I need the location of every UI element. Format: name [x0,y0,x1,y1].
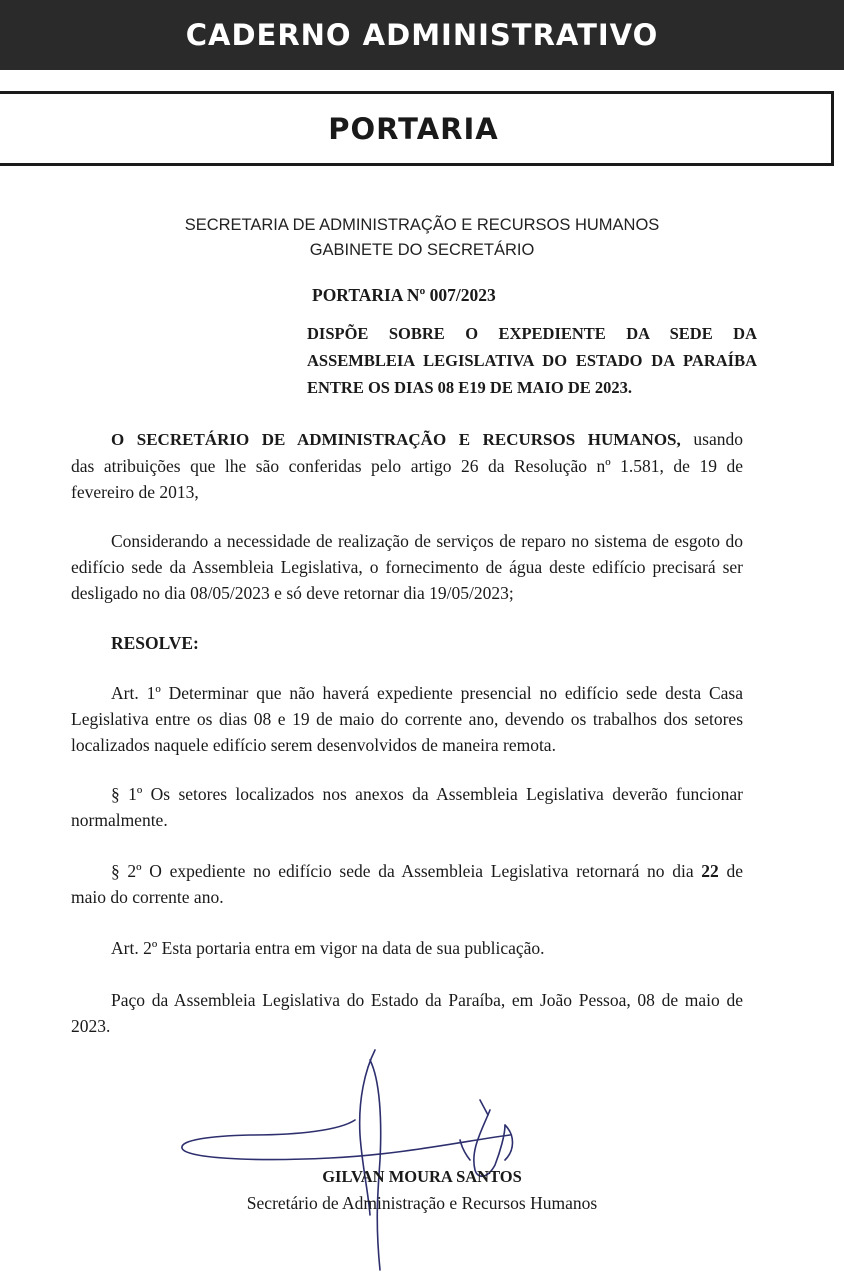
signatory-role: Secretário de Administração e Recursos Humanos [246,1193,598,1213]
closing-line: Paço da Assembleia Legislativa do Estado da Paraíba, em João Pessoa, 08 de maio de [111,990,743,1010]
closing [71,987,743,1039]
banner-title: CADERNO ADMINISTRATIVO [185,18,659,52]
paragraph-1-line: § 1º Os setores localizados nos anexos da Assembleia Legislativa deverão funcionar [111,784,743,804]
preamble-line1-rest: usando [680,429,743,449]
considerando-line: edifício sede da Assembleia Legislativa, o fornecimento de água deste edifício precisará ser [71,557,743,577]
org-line-2: GABINETE DO SECRETÁRIO [309,241,535,259]
preamble [71,426,743,505]
preamble-line: fevereiro de 2013, [71,482,199,502]
section-title-box [0,91,834,166]
article-1-line: localizados naquele edifício serem desenvolvidos de maneira remota. [71,735,556,755]
considerando [71,528,743,606]
considerando-line: desligado no dia 08/05/2023 e só deve retornar dia 19/05/2023; [71,583,514,603]
paragraph-2-line: maio do corrente ano. [71,887,224,907]
ementa-line: DISPÕE SOBRE O EXPEDIENTE DA SEDE DA [307,324,757,343]
article-1-line: Legislativa entre os dias 08 e 19 de maio do corrente ano, devendo os trabalhos dos setores [71,709,743,729]
paragraph-1 [71,781,743,833]
closing-line: 2023. [71,1016,111,1036]
article-1 [71,680,743,758]
paragraph-2-text-end: de [718,861,743,881]
ementa-line: ENTRE OS DIAS 08 E19 DE MAIO DE 2023. [307,378,633,397]
authority: O SECRETÁRIO DE ADMINISTRAÇÃO E RECURSOS HUMANOS, [111,430,681,449]
paragraph-1-line: normalmente. [71,810,168,830]
signatory-name: GILVAN MOURA SANTOS [322,1167,522,1186]
article-1-line: Art. 1º Determinar que não haverá expediente presencial no edifício sede desta Casa [111,683,743,703]
article-2: Art. 2º Esta portaria entra em vigor na data de sua publicação. [111,938,545,958]
banner [0,0,844,70]
section-title: PORTARIA [328,111,499,146]
ementa-line: ASSEMBLEIA LEGISLATIVA DO ESTADO DA PARAÍBA [307,351,757,370]
paragraph-2-text: § 2º O expediente no edifício sede da Assembleia Legislativa retornará no dia [111,861,702,881]
handwritten-signature [170,1040,570,1280]
resolve-heading: RESOLVE: [111,633,199,653]
considerando-line: Considerando a necessidade de realização de serviços de reparo no sistema de esgoto do [111,531,743,551]
preamble-line: das atribuições que lhe são conferidas pelo artigo 26 da Resolução nº 1.581, de 19 de [71,456,743,476]
return-day: 22 [701,861,719,881]
org-line-1: SECRETARIA DE ADMINISTRAÇÃO E RECURSOS HUMANOS [184,216,660,234]
ementa [307,320,757,401]
paragraph-2 [71,858,743,910]
portaria-number: PORTARIA Nº 007/2023 [312,285,496,305]
